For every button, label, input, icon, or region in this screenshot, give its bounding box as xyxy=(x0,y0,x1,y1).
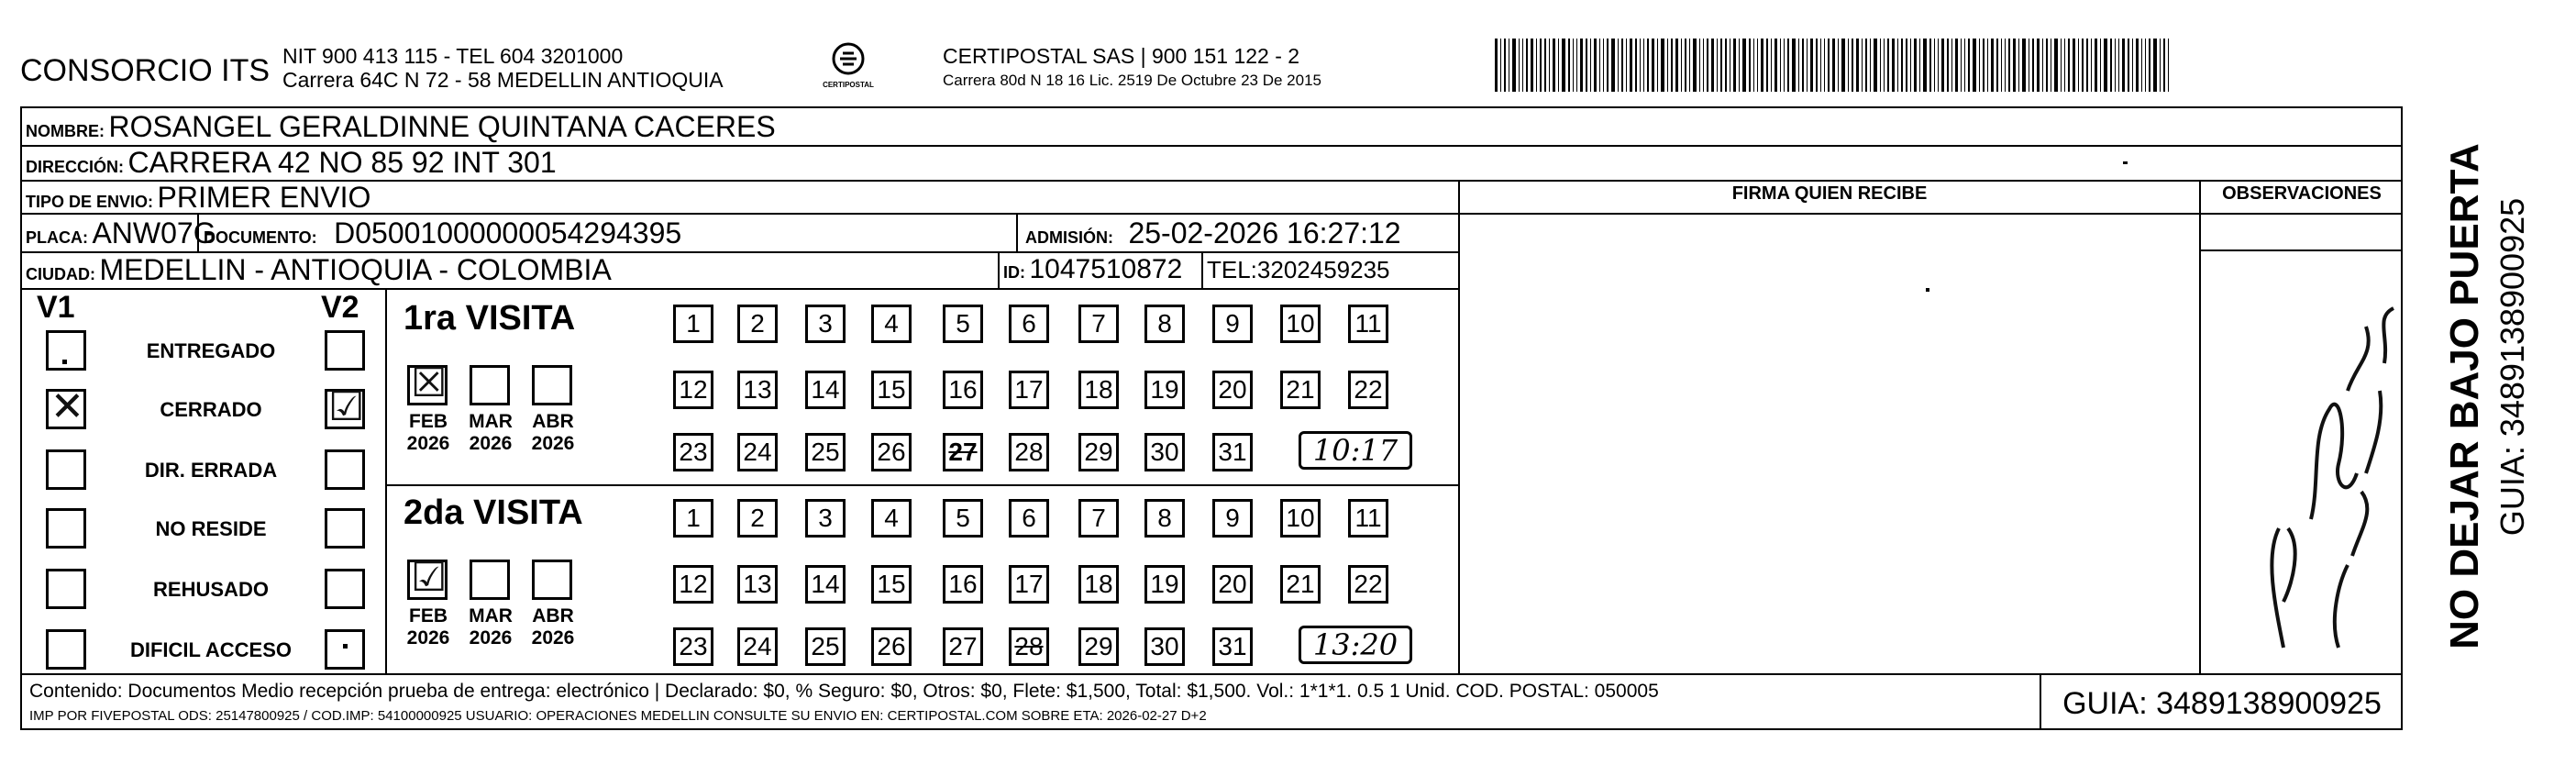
barcode-bar xyxy=(2163,39,2165,92)
barcode-bar xyxy=(1725,39,1727,92)
v1-checkbox[interactable] xyxy=(46,508,86,549)
barcode-bar xyxy=(1504,39,1506,92)
barcode-bar xyxy=(2100,39,2101,92)
barcode-bar xyxy=(1590,39,1591,92)
barcode-bar xyxy=(2128,39,2129,92)
signature-dot xyxy=(1926,288,1929,292)
day-box[interactable]: 29 xyxy=(1078,627,1119,666)
barcode-bar xyxy=(1996,39,1998,92)
barcode-bar xyxy=(1586,39,1587,92)
tel-value: 3202459235 xyxy=(1256,256,1390,283)
firma-header: FIRMA QUIEN RECIBE xyxy=(1731,183,1928,204)
ciudad-value: MEDELLIN - ANTIOQUIA - COLOMBIA xyxy=(99,253,612,286)
month-checkbox[interactable] xyxy=(470,365,510,405)
barcode-bar xyxy=(2018,39,2019,92)
barcode-bar xyxy=(1832,39,1835,92)
company-address: Carrera 64C N 72 - 58 MEDELLIN ANTIOQUIA xyxy=(282,68,724,92)
barcode-bar xyxy=(2078,39,2079,92)
day-box[interactable]: 21 xyxy=(1280,565,1321,604)
company-name: CONSORCIO ITS xyxy=(20,53,271,88)
certipostal-logo xyxy=(812,41,885,96)
barcode-bar xyxy=(1848,39,1849,92)
barcode-bar xyxy=(2160,39,2161,92)
day-box[interactable]: 17 xyxy=(1009,565,1049,604)
barcode-bar xyxy=(2136,39,2139,92)
barcode-bar xyxy=(2046,39,2048,92)
direccion-value: CARRERA 42 NO 85 92 INT 301 xyxy=(127,146,557,179)
barcode-bar xyxy=(1862,39,1863,92)
visit-time: 13:20 xyxy=(1299,626,1412,664)
barcode-bar xyxy=(2005,39,2006,92)
barcode-bar xyxy=(1841,39,1845,92)
barcode-bar xyxy=(1749,39,1751,92)
nombre-value: ROSANGEL GERALDINNE QUINTANA CACERES xyxy=(108,110,776,143)
barcode-bar xyxy=(1828,39,1830,92)
barcode-bar xyxy=(1621,39,1623,92)
barcode-bar xyxy=(1934,39,1935,92)
status-label: DIR. ERRADA xyxy=(144,459,278,482)
day-box[interactable]: 8 xyxy=(1144,499,1185,538)
barcode-bar xyxy=(1787,39,1789,92)
month-label: ABR xyxy=(532,411,574,432)
barcode-bar xyxy=(2068,39,2070,92)
barcode-bar xyxy=(2042,39,2043,92)
barcode-bar xyxy=(1824,39,1825,92)
barcode-bar xyxy=(1607,39,1609,92)
barcode-bar xyxy=(1603,39,1604,92)
day-box[interactable]: 19 xyxy=(1144,565,1185,604)
day-box[interactable]: 25 xyxy=(805,627,846,666)
day-box[interactable]: 7 xyxy=(1078,305,1119,343)
nombre-label: NOMBRE: xyxy=(26,122,105,140)
barcode-bar xyxy=(2104,39,2107,92)
barcode-bar xyxy=(1661,39,1664,92)
day-box[interactable]: 14 xyxy=(805,565,846,604)
barcode-bar xyxy=(1703,39,1704,92)
barcode-bar xyxy=(1771,39,1772,92)
placa-value: ANW07G xyxy=(92,216,216,249)
barcode-bar xyxy=(1707,39,1708,92)
day-box[interactable]: 11 xyxy=(1348,305,1388,343)
barcode-bar xyxy=(2032,39,2034,92)
admision-value: 25-02-2026 16:27:12 xyxy=(1128,216,1401,249)
day-box[interactable]: 19 xyxy=(1144,371,1185,409)
day-box[interactable]: 21 xyxy=(1280,371,1321,409)
imp-line: IMP POR FIVEPOSTAL ODS: 25147800925 / COD.IMP: 54100000925 USUARIO: OPERACIONES MEDELLIN CONSULTE SU ENVIO EN: CERTIPOSTAL.COM SOBRE ETA: 2026-02-27 D+2 xyxy=(29,708,1207,724)
barcode-bar xyxy=(1987,39,1988,92)
barcode-bar xyxy=(1711,39,1714,92)
v2-checkbox[interactable] xyxy=(325,508,365,549)
barcode-bar xyxy=(1983,39,1985,92)
tel-label: TEL: xyxy=(1207,256,1257,283)
guia-vertical: GUIA: 3489138900925 xyxy=(2493,197,2531,537)
barcode-bar xyxy=(1689,39,1690,92)
barcode-bar xyxy=(1544,39,1546,92)
barcode-bar xyxy=(1685,39,1686,92)
barcode-bar xyxy=(2115,39,2116,92)
barcode-bar xyxy=(1838,39,1839,92)
day-box[interactable]: 26 xyxy=(871,433,912,471)
day-box[interactable]: 23 xyxy=(673,433,713,471)
day-box[interactable]: 3 xyxy=(805,305,846,343)
barcode-bar xyxy=(1558,39,1559,92)
barcode-bar xyxy=(1991,39,1994,92)
day-box[interactable]: 13 xyxy=(737,565,778,604)
day-box[interactable]: 7 xyxy=(1078,499,1119,538)
barcode-bar xyxy=(1887,39,1889,92)
month-checkbox[interactable] xyxy=(532,560,572,600)
barcode-bar xyxy=(1626,39,1627,92)
barcode-bar xyxy=(1784,39,1785,92)
v1-checkbox[interactable] xyxy=(46,330,86,371)
barcode-bar xyxy=(2082,39,2084,92)
day-box[interactable]: 16 xyxy=(943,565,983,604)
visit-time: 10:17 xyxy=(1299,431,1412,470)
barcode-bar xyxy=(1929,39,1931,92)
barcode xyxy=(1495,39,2247,94)
year-label: 2026 xyxy=(469,433,513,454)
v1-dot-mark xyxy=(62,360,67,364)
barcode-bar xyxy=(2064,39,2065,92)
barcode-bar xyxy=(1761,39,1763,92)
barcode-bar xyxy=(2122,39,2125,92)
barcode-bar xyxy=(2145,39,2146,92)
day-box[interactable]: 22 xyxy=(1348,371,1388,409)
barcode-bar xyxy=(2086,39,2088,92)
barcode-bar xyxy=(1500,39,1501,92)
barcode-bar xyxy=(1979,39,1980,92)
year-label: 2026 xyxy=(531,433,575,454)
barcode-bar xyxy=(1568,39,1570,92)
status-label: DIFICIL ACCESO xyxy=(129,638,292,661)
v2-checkbox[interactable] xyxy=(325,629,365,670)
barcode-bar xyxy=(1553,39,1555,92)
day-box[interactable]: 10 xyxy=(1280,499,1321,538)
barcode-bar xyxy=(2095,39,2097,92)
ciudad-row xyxy=(26,251,612,294)
barcode-bar xyxy=(1919,39,1920,92)
year-label: 2026 xyxy=(469,627,513,649)
barcode-bar xyxy=(1856,39,1859,92)
v2-checkbox[interactable] xyxy=(325,330,365,371)
v2-cerrado-check-mark: ☑ xyxy=(328,383,365,430)
day-box[interactable]: 13 xyxy=(737,371,778,409)
barcode-bar xyxy=(1742,39,1746,92)
v1-label: V1 xyxy=(37,290,75,325)
barcode-bar xyxy=(1938,39,1939,92)
barcode-bar xyxy=(1717,39,1718,92)
barcode-bar xyxy=(2073,39,2075,92)
barcode-bar xyxy=(1681,39,1682,92)
day-box[interactable]: 23 xyxy=(673,627,713,666)
barcode-bar xyxy=(1599,39,1600,92)
barcode-bar xyxy=(2132,39,2133,92)
day-box[interactable]: 18 xyxy=(1078,565,1119,604)
barcode-bar xyxy=(1914,39,1917,92)
v2-label: V2 xyxy=(321,290,359,325)
barcode-bar xyxy=(2054,39,2058,92)
status-label: NO RESIDE xyxy=(155,517,267,540)
year-label: 2026 xyxy=(531,627,575,649)
month-label: ABR xyxy=(532,605,574,626)
barcode-bar xyxy=(1792,39,1796,92)
barcode-bar xyxy=(1802,39,1804,92)
barcode-bar xyxy=(1774,39,1777,92)
day-box[interactable]: 27 xyxy=(943,627,983,666)
barcode-bar xyxy=(2141,39,2142,92)
day-box[interactable]: 2 xyxy=(737,499,778,538)
barcode-bar xyxy=(1512,39,1516,92)
day-box[interactable]: 17 xyxy=(1009,371,1049,409)
observaciones-header: OBSERVACIONES xyxy=(2222,183,2382,204)
id-value: 1047510872 xyxy=(1029,254,1183,284)
barcode-bar xyxy=(1640,39,1641,92)
day-box[interactable]: 1 xyxy=(673,305,713,343)
barcode-bar xyxy=(1807,39,1808,92)
barcode-bar xyxy=(1611,39,1615,92)
day-box[interactable]: 4 xyxy=(871,499,912,538)
barcode-bar xyxy=(1816,39,1818,92)
barcode-bar xyxy=(1892,39,1895,92)
barcode-bar xyxy=(1961,39,1962,92)
day-box[interactable]: 15 xyxy=(871,565,912,604)
month-label: MAR xyxy=(469,411,513,432)
guia-footer: GUIA: 3489138900925 xyxy=(2062,686,2382,721)
v2-dot-mark xyxy=(343,644,348,649)
barcode-bar xyxy=(2168,39,2169,92)
status-label: ENTREGADO xyxy=(146,339,276,362)
day-box[interactable]: 11 xyxy=(1348,499,1388,538)
barcode-bar xyxy=(1675,39,1678,92)
barcode-bar xyxy=(1594,39,1597,92)
day-box[interactable]: 10 xyxy=(1280,305,1321,343)
day-box[interactable]: 20 xyxy=(1212,565,1253,604)
day-box[interactable]: 30 xyxy=(1144,433,1185,471)
day-box[interactable]: 12 xyxy=(673,565,713,604)
barcode-bar xyxy=(1951,39,1952,92)
certipostal-emblem-icon xyxy=(830,41,867,76)
day-box[interactable]: 20 xyxy=(1212,371,1253,409)
barcode-bar xyxy=(1576,39,1577,92)
nit-line: NIT 900 413 115 - TEL 604 3201000 xyxy=(282,44,624,68)
day-box[interactable]: 28 xyxy=(1009,433,1049,471)
barcode-bar xyxy=(1955,39,1958,92)
barcode-bar xyxy=(1522,39,1523,92)
day-box[interactable]: 22 xyxy=(1348,565,1388,604)
day-box[interactable]: 28 xyxy=(1009,627,1049,666)
id-label: ID: xyxy=(1003,263,1025,282)
barcode-bar xyxy=(1973,39,1976,92)
address-dot xyxy=(2123,161,2128,164)
certipostal-address: Carrera 80d N 18 16 Lic. 2519 De Octubre 23 De 2015 xyxy=(943,72,1321,89)
barcode-bar xyxy=(1739,39,1740,92)
day-box[interactable]: 15 xyxy=(871,371,912,409)
day-box[interactable]: 4 xyxy=(871,305,912,343)
documento-label: DOCUMENTO: xyxy=(204,228,317,247)
barcode-bar xyxy=(1652,39,1654,92)
year-label: 2026 xyxy=(406,627,450,649)
ciudad-label: CIUDAD: xyxy=(26,265,95,283)
day-box[interactable]: 24 xyxy=(737,433,778,471)
day-box[interactable]: 5 xyxy=(943,305,983,343)
barcode-bar xyxy=(2149,39,2150,92)
day-box[interactable]: 29 xyxy=(1078,433,1119,471)
day-box[interactable]: 6 xyxy=(1009,305,1049,343)
year-label: 2026 xyxy=(406,433,450,454)
barcode-bar xyxy=(1643,39,1644,92)
status-label: CERRADO xyxy=(160,398,262,421)
barcode-bar xyxy=(1549,39,1550,92)
v1-checkbox[interactable] xyxy=(46,569,86,609)
barcode-bar xyxy=(1753,39,1754,92)
month-label: FEB xyxy=(409,605,448,626)
barcode-bar xyxy=(1536,39,1537,92)
contenido-line: Contenido: Documentos Medio recepción prueba de entrega: electrónico | Declarado: $0, % Seguro: $0, Otros: $0, Flete: $1,500, Total: $1,500. Vol.: 1*1*1. 0.5 1 Unid. COD. POSTAL: 050005 xyxy=(29,681,1659,702)
logo-text: CERTIPOSTAL xyxy=(823,81,874,89)
day-box[interactable]: 1 xyxy=(673,499,713,538)
documento-value: D05001000000054294395 xyxy=(334,216,682,249)
day-box[interactable]: 26 xyxy=(871,627,912,666)
month-label: MAR xyxy=(469,605,513,626)
barcode-bar xyxy=(1519,39,1520,92)
barcode-bar xyxy=(1657,39,1658,92)
barcode-bar xyxy=(1647,39,1649,92)
tel-row xyxy=(1207,251,1390,293)
barcode-bar xyxy=(1693,39,1697,92)
day-box[interactable]: 31 xyxy=(1212,433,1253,471)
barcode-bar xyxy=(1820,39,1821,92)
day-box[interactable]: 24 xyxy=(737,627,778,666)
barcode-bar xyxy=(2061,39,2062,92)
direccion-label: DIRECCIÓN: xyxy=(26,158,124,176)
barcode-bar xyxy=(1531,39,1533,92)
barcode-bar xyxy=(1733,39,1736,92)
barcode-bar xyxy=(1766,39,1768,92)
barcode-bar xyxy=(2001,39,2002,92)
barcode-bar xyxy=(2110,39,2112,92)
barcode-bar xyxy=(1923,39,1927,92)
barcode-bar xyxy=(1635,39,1637,92)
visit-title: 2da VISITA xyxy=(404,493,583,532)
day-box[interactable]: 16 xyxy=(943,371,983,409)
barcode-bar xyxy=(1964,39,1965,92)
barcode-bar xyxy=(1580,39,1583,92)
barcode-bar xyxy=(1897,39,1898,92)
barcode-bar xyxy=(1757,39,1758,92)
status-label: REHUSADO xyxy=(153,578,269,601)
day-box[interactable]: 9 xyxy=(1212,305,1253,343)
barcode-bar xyxy=(2013,39,2016,92)
month-check-mark: ☒ xyxy=(411,360,448,406)
barcode-bar xyxy=(1865,39,1867,92)
barcode-bar xyxy=(1941,39,1944,92)
barcode-bar xyxy=(1699,39,1700,92)
barcode-bar xyxy=(2008,39,2010,92)
barcode-bar xyxy=(1618,39,1619,92)
id-row xyxy=(1003,251,1182,293)
no-dejar-bajo-puerta: NO DEJAR BAJO PUERTA xyxy=(2442,143,2487,649)
v1-cerrado-check-mark: ✕ xyxy=(50,383,84,430)
barcode-bar xyxy=(1780,39,1781,92)
visit-title: 1ra VISITA xyxy=(404,299,576,338)
barcode-bar xyxy=(1630,39,1632,92)
barcode-bar xyxy=(2037,39,2040,92)
barcode-bar xyxy=(1884,39,1885,92)
v2-checkbox[interactable] xyxy=(325,569,365,609)
placa-label: PLACA: xyxy=(26,228,88,247)
day-box[interactable]: 3 xyxy=(805,499,846,538)
barcode-bar xyxy=(1671,39,1673,92)
day-box[interactable]: 27 xyxy=(943,433,983,471)
tipo-value: PRIMER ENVIO xyxy=(157,181,371,214)
v1-checkbox[interactable] xyxy=(46,629,86,670)
day-box[interactable]: 25 xyxy=(805,433,846,471)
barcode-bar xyxy=(1852,39,1853,92)
day-box[interactable]: 14 xyxy=(805,371,846,409)
month-check-mark: ☑ xyxy=(411,554,448,601)
barcode-bar xyxy=(1562,39,1565,92)
day-box[interactable]: 30 xyxy=(1144,627,1185,666)
barcode-bar xyxy=(1968,39,1970,92)
admision-label: ADMISIÓN: xyxy=(1025,228,1113,247)
day-box[interactable]: 8 xyxy=(1144,305,1185,343)
certipostal-line: CERTIPOSTAL SAS | 900 151 122 - 2 xyxy=(943,44,1300,68)
barcode-bar xyxy=(1874,39,1877,92)
day-box[interactable]: 18 xyxy=(1078,371,1119,409)
barcode-bar xyxy=(2091,39,2092,92)
barcode-bar xyxy=(2022,39,2026,92)
month-checkbox[interactable] xyxy=(470,560,510,600)
barcode-bar xyxy=(1798,39,1799,92)
day-box[interactable]: 12 xyxy=(673,371,713,409)
barcode-bar xyxy=(2153,39,2157,92)
day-box[interactable]: 9 xyxy=(1212,499,1253,538)
barcode-bar xyxy=(2118,39,2119,92)
barcode-bar xyxy=(1870,39,1871,92)
barcode-bar xyxy=(1573,39,1574,92)
month-label: FEB xyxy=(409,411,448,432)
barcode-bar xyxy=(1910,39,1911,92)
barcode-bar xyxy=(1540,39,1542,92)
barcode-bar xyxy=(1667,39,1668,92)
barcode-bar xyxy=(1720,39,1722,92)
barcode-bar xyxy=(1901,39,1903,92)
tipo-label: TIPO DE ENVIO: xyxy=(26,193,154,211)
barcode-bar xyxy=(1880,39,1881,92)
v2-checkbox[interactable] xyxy=(325,449,365,490)
day-box[interactable]: 2 xyxy=(737,305,778,343)
barcode-bar xyxy=(1810,39,1813,92)
day-box[interactable]: 6 xyxy=(1009,499,1049,538)
barcode-bar xyxy=(1947,39,1949,92)
barcode-bar xyxy=(1495,39,1498,92)
month-checkbox[interactable] xyxy=(532,365,572,405)
v1-checkbox[interactable] xyxy=(46,449,86,490)
barcode-bar xyxy=(1526,39,1528,92)
observaciones-handwriting xyxy=(2201,253,2403,666)
day-box[interactable]: 31 xyxy=(1212,627,1253,666)
day-box[interactable]: 5 xyxy=(943,499,983,538)
barcode-bar xyxy=(1906,39,1907,92)
